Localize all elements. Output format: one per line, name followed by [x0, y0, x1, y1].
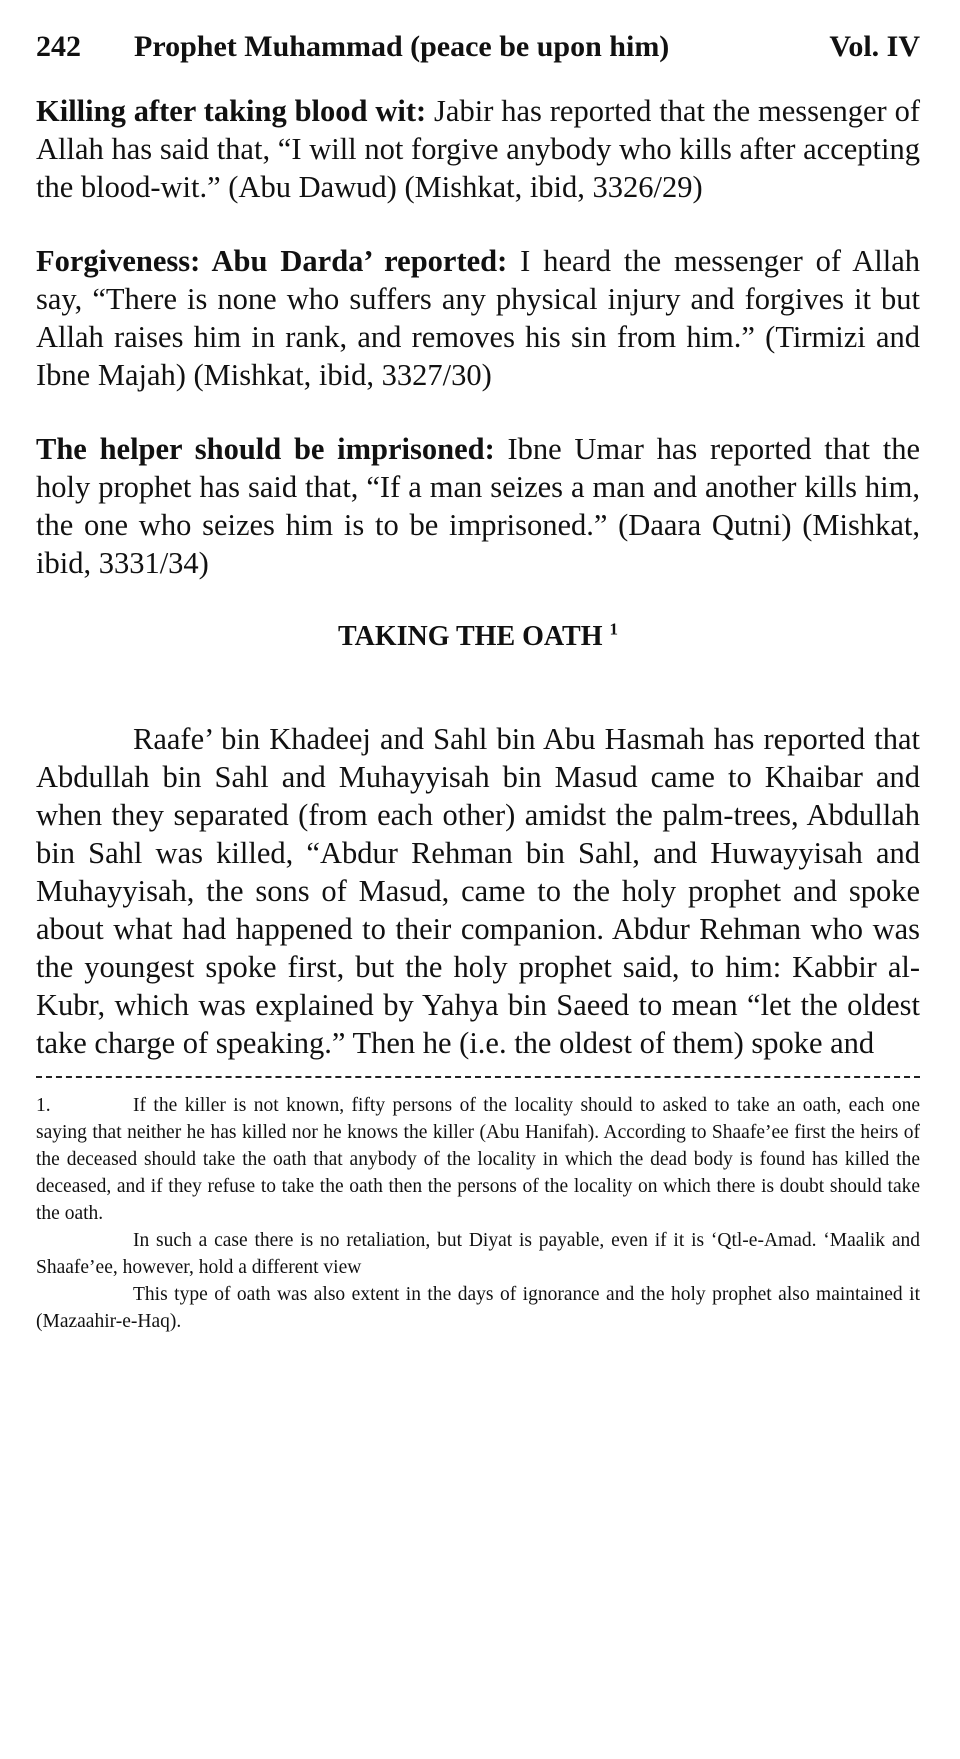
footnote-marker: 1 — [609, 619, 618, 639]
section-heading-text: TAKING THE OATH — [338, 621, 603, 652]
footnote-continuation: In such a case there is no retaliation, but Diyat is payable, even if it is ‘Qtl-e-Amad. ‘Maalik and Shaafe’ee, however, hold a different view — [36, 1230, 920, 1278]
footnote-divider — [36, 1076, 920, 1078]
footnote-continuation: This type of oath was also extent in the days of ignorance and the holy prophet also maintained it (Mazaahir-e-Haq). — [36, 1284, 920, 1332]
paragraph-lead: The helper should be imprisoned: — [36, 432, 495, 466]
paragraph-lead: Killing after taking blood wit: — [36, 94, 427, 128]
paragraph-lead: Forgiveness: Abu Darda’ reported: — [36, 244, 508, 278]
page-number: 242 — [36, 30, 81, 63]
paragraph-text: I heard the messenger of Allah say, “There is none who suffers any physical injury and forgives it but Allah raises him in rank, and removes his sin from him.” (Tirmizi and Ibne Majah) (Mishkat, ibid, 3327/30) — [36, 244, 920, 392]
footnotes — [36, 1092, 920, 1335]
footnote-text: If the killer is not known, fifty persons of the locality should to asked to take an oath, each one saying that neither he has killed nor he knows the killer (Abu Hanifah). According to Shaafe’ee first the heirs of the deceased should take the oath that anybody of the locality in which the dead body is found has killed the deceased, and if they refuse to take the oath then the persons of the locality on which there is doubt should take the oath. — [36, 1095, 920, 1224]
running-header — [36, 22, 920, 72]
book-title: Prophet Muhammad (peace be upon him) — [134, 30, 670, 63]
paragraph-text: Ibne Umar has reported that the holy prophet has said that, “If a man seizes a man and another kills him, the one who seizes him is to be imprisoned.” (Daara Qutni) (Mishkat, ibid, 3331/34) — [36, 432, 920, 580]
volume-label: Vol. IV — [829, 30, 920, 63]
paragraph-killing-after-blood-wit — [36, 92, 920, 206]
book-page — [36, 22, 920, 1335]
paragraph-forgiveness — [36, 242, 920, 394]
footnote-1 — [36, 1092, 920, 1227]
body-paragraph: Raafe’ bin Khadeej and Sahl bin Abu Hasmah has reported that Abdullah bin Sahl and Muhayyisah bin Masud came to Khaibar and when they separated (from each other) amidst the palm-trees, Abdullah bin Sahl was killed, “Abdur Rehman bin Sahl, and Huwayyisah and Muhayyisah, the sons of Masud, came to the holy prophet and spoke about what had happened to their companion. Abdur Rehman who was the youngest spoke first, but the holy prophet said, to him: Kabbir al-Kubr, which was explained by Yahya bin Saeed to mean “let the oldest take charge of speaking.” Then he (i.e. the oldest of them) spoke and — [36, 722, 920, 1060]
section-heading — [36, 618, 920, 656]
paragraph-text: Jabir has reported that the messenger of Allah has said that, “I will not forgive anybody who kills after accepting the blood-wit.” (Abu Dawud) (Mishkat, ibid, 3326/29) — [36, 94, 920, 204]
footnote-number: 1. — [36, 1095, 51, 1116]
paragraph-helper-imprisoned — [36, 430, 920, 582]
